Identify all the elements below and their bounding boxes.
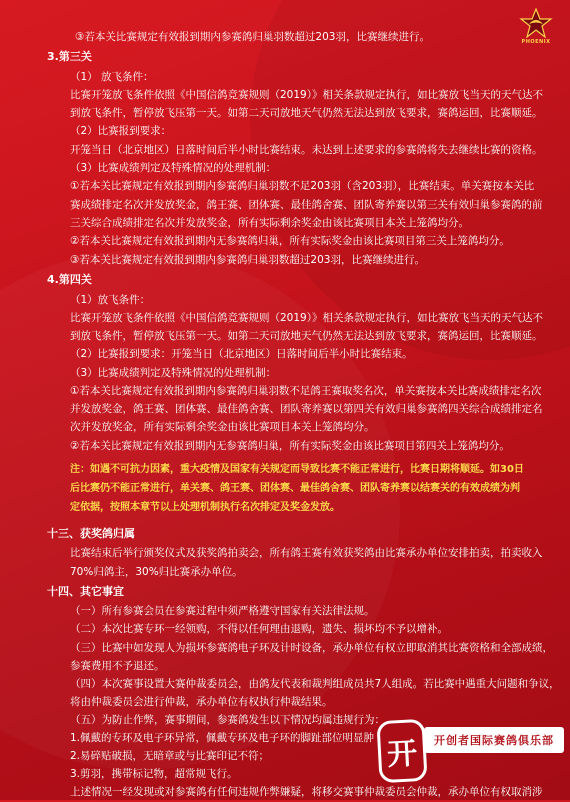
paragraph-line: ①若本关比赛规定有效报到期内参赛鸽归巢羽数不足203羽（含203羽），比赛结束。单关赛按本关比 — [70, 180, 535, 192]
logo-text: PHOENIX — [521, 39, 551, 45]
paragraph-line: ②若本关比赛规定有效报到期内无参赛鸽归巢，所有实际奖金由该比赛项目第三关上笼鸽均分。 — [70, 235, 510, 248]
paragraph-line: 比赛结束后举行颁奖仪式及获奖鸽拍卖会，所有鸽王赛有效获奖鸽由比赛承办单位安排拍卖，拍卖收入 — [70, 546, 543, 559]
club-watermark — [378, 720, 568, 786]
paragraph-line: 比赛开笼放飞条件依照《中国信鸽竞赛规则（2019）》相关条款规定执行，如比赛放飞当天的天气达不 — [70, 88, 543, 101]
paragraph-line: ③若本关比赛规定有效报到期内参赛鸽归巢羽数超过203羽，比赛继续进行。 — [75, 31, 430, 43]
paragraph-line: （2）比赛报到要求：开笼当日（北京地区）日落时间后半小时比赛结束。 — [70, 348, 413, 360]
section-heading: 4.第四关 — [47, 272, 92, 286]
paragraph-line: （一）所有参赛会员在参赛过程中须严格遵守国家有关法律法规。 — [70, 605, 375, 618]
club-name: 开创者国际赛鸽俱乐部 — [424, 727, 564, 753]
paragraph-line: ③若本关比赛规定有效报到期内参赛鸽归巢羽数超过203羽，比赛继续进行。 — [70, 254, 425, 267]
paragraph-line: ①若本关比赛规定有效报到期内参赛鸽归巢羽数不足鸽王赛取奖名次，单关赛按本关比赛成绩排定名次 — [70, 385, 542, 397]
paragraph-line: （三）比赛中如发现人为损坏参赛鸽电子环及计时设备，承办单位有权立即取消其比赛资格和全部成绩， — [70, 641, 553, 654]
section-heading: 十四、其它事宜 — [47, 584, 124, 598]
paragraph-line: 70%归鸽主，30%归比赛承办单位。 — [70, 565, 243, 578]
paragraph-line: 到放飞条件，暂停放飞压第一天。如第二天司放地天气仍然无法达到放飞要求，赛鸽运回，比赛顺延。 — [70, 106, 543, 119]
paragraph-line: 3.剪羽，携带标记物，超常规飞行。 — [70, 767, 238, 780]
club-seal-char: 开 — [386, 736, 419, 773]
paragraph-line: （1）放飞条件： — [70, 293, 151, 306]
note-line: 定依据，按照本章节以上处理机制执行名次排定及奖金发放。 — [70, 501, 340, 513]
paragraph-line: （五）为防止作弊，赛事期间，参赛鸽发生以下情况均属违规行为： — [70, 713, 385, 726]
paragraph-line: 上述情况一经发现或对参赛鸽有任何违规作弊嫌疑，将移交赛事仲裁委员会仲裁，承办单位有权取消涉 — [70, 786, 543, 798]
paragraph-line: 到放飞条件，暂停放飞压第一天。如第二天司放地天气仍然无法达到放飞要求，赛鸽运回，比赛顺延。 — [70, 329, 543, 342]
section-heading: 3.第三关 — [47, 49, 92, 63]
paragraph-line: 参赛费用不予退还。 — [70, 659, 165, 672]
paragraph-line: 三关综合成绩排定名次并发放奖金，所有实际剩余奖金由该比赛项目本关上笼鸽均分。 — [70, 217, 469, 229]
paragraph-line: （3）比赛成绩判定及特殊情况的处理机制： — [70, 367, 277, 379]
paragraph-line: （3）比赛成绩判定及特殊情况的处理机制： — [70, 162, 277, 174]
paragraph-line: 开笼当日（北京地区）日落时间后半小时比赛结束。未达到上述要求的参赛鸽将失去继续比赛的资格。 — [70, 143, 543, 156]
paragraph-line: 比赛开笼放飞条件依照《中国信鸽竞赛规则（2019）》相关条款规定执行，如比赛放飞当天的天气达不 — [70, 311, 543, 324]
paragraph-line: 赛成绩排定名次并发放奖金，鸽王赛、团体赛、最佳鸽舍赛、团队寄养赛以第三关有效归巢参赛鸽的前 — [70, 199, 543, 211]
paragraph-line: 2.易碎贴破损，无暗章或与比赛印记不符； — [70, 749, 270, 762]
paragraph-line: （1） 放飞条件： — [70, 70, 154, 83]
paragraph-line: 1.佩戴的专环及电子环异常，佩戴专环及电子环的脚趾部位明显肿 — [70, 731, 375, 744]
paragraph-line: （2）比赛报到要求： — [70, 124, 172, 137]
club-seal-icon — [376, 719, 427, 783]
paragraph-line: 将由仲裁委员会进行仲裁，承办单位有权执行仲裁结果。 — [70, 695, 333, 708]
note-line: 注：如遇不可抗力因素，重大疫情及国家有关规定而导致比赛不能正常进行，比赛日期将顺延。如30日 — [70, 463, 524, 475]
note-line: 后比赛仍不能正常进行，单关赛、鸽王赛、团体赛、最佳鸽舍赛、团队寄养赛以结赛关的有效成绩为判 — [70, 482, 520, 494]
paragraph-line: 并发放奖金，鸽王赛、团体赛、最佳鸽舍赛、团队寄养赛以第四关有效归巢参赛鸽四关综合成绩排定名 — [70, 403, 543, 416]
paragraph-line: ②若本关比赛规定有效报到期内无参赛鸽归巢，所有实际奖金由该比赛项目第四关上笼鸽均分。 — [70, 440, 510, 453]
paragraph-line: （四）本次赛事设置大赛仲裁委员会，由鸽友代表和裁判组成员共7人组成。若比赛中遇重大问题和争议， — [70, 677, 560, 690]
section-heading: 十三、获奖鸽归属 — [47, 526, 135, 540]
paragraph-line: （二）本次比赛专环一经领购，不得以任何理由退购，遗失、损坏均不予以增补。 — [70, 623, 448, 636]
paragraph-line: 次并发放奖金，所有实际剩余奖金由该比赛项目本关上笼鸽均分。 — [70, 421, 375, 434]
